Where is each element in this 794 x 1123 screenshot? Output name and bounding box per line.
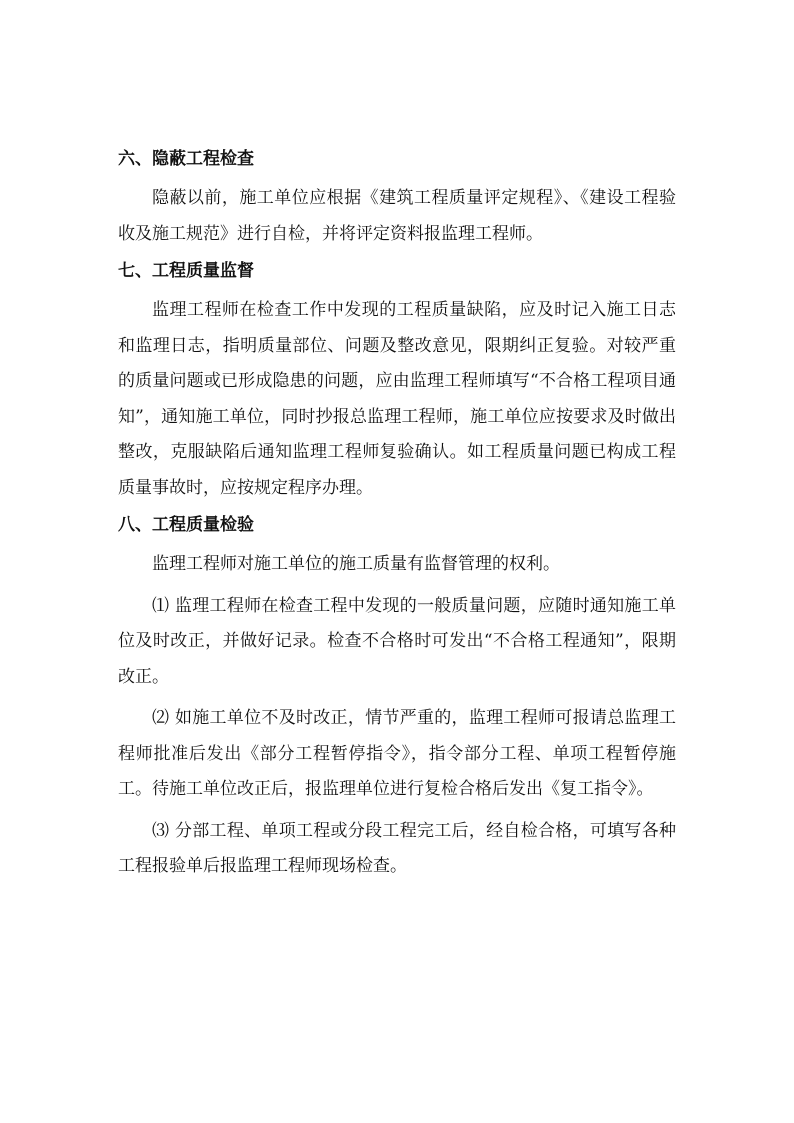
list-item-3: ⑶ 分部工程、单项工程或分段工程完工后，经自检合格，可填写各种工程报验单后报监理工程师现场检查。 <box>118 820 676 876</box>
list-item-1: ⑴ 监理工程师在检查工程中发现的一般质量问题，应随时通知施工单位及时改正，并做好记录。检查不合格时可发出“不合格工程通知”，限期改正。 <box>118 595 676 687</box>
paragraph: 监理工程师对施工单位的施工质量有监督管理的权利。 <box>152 554 560 574</box>
section-heading: 七、工程质量监督 <box>118 261 254 281</box>
section-heading: 六、隐蔽工程检查 <box>118 149 254 169</box>
paragraph: 隐蔽以前，施工单位应根据《建筑工程质量评定规程》、《建设工程验收及施工规范》进行自检，并将评定资料报监理工程师。 <box>118 188 676 244</box>
document-page <box>118 146 676 885</box>
list-item-2: ⑵ 如施工单位不及时改正，情节严重的，监理工程师可报请总监理工程师批准后发出《部分工程暂停指令》，指令部分工程、单项工程暂停施工。待施工单位改正后，报监理单位进行复检合格后发出《复工指令》。 <box>118 708 676 799</box>
paragraph: 监理工程师在检查工作中发现的工程质量缺陷，应及时记入施工日志和监理日志，指明质量部位、问题及整改意见，限期纠正复验。对较严重的质量问题或已形成隐患的问题，应由监理工程师填写“不合格工程项目通知”，通知施工单位，同时抄报总监理工程师，施工单位应按要求及时做出整改，克服缺陷后通知监理工程师复验确认。如工程质量问题已构成工程质量事故时，应按规定程序办理。 <box>118 300 676 498</box>
section-heading: 八、工程质量检验 <box>118 515 254 535</box>
section-hidden-works-inspection <box>118 146 676 252</box>
section-quality-inspection <box>118 512 676 885</box>
section-quality-supervision <box>118 258 676 506</box>
